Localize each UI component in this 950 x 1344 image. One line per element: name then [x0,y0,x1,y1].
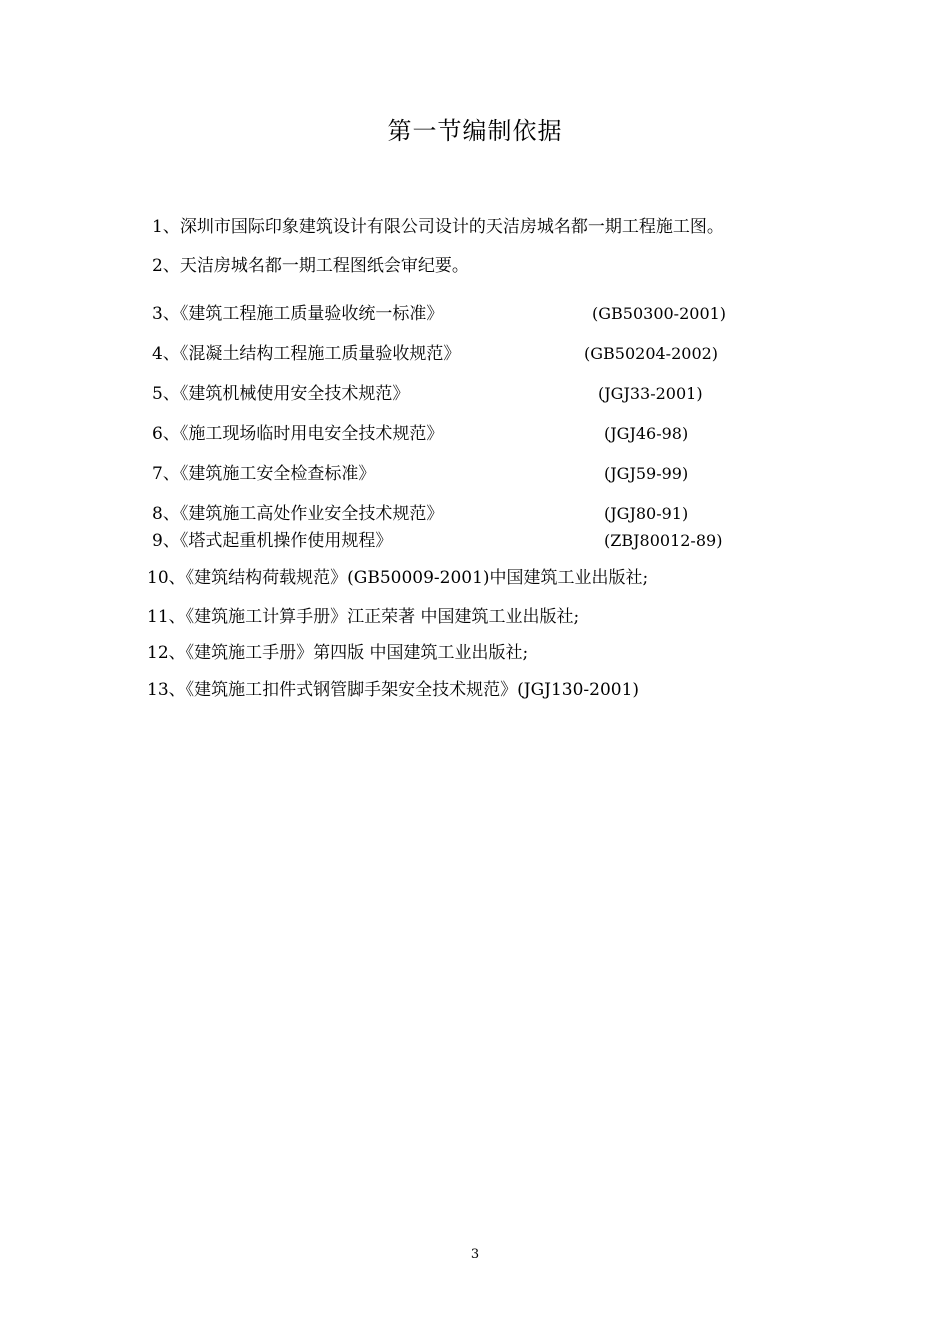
standard-code-9: (ZBJ80012-89) [604,531,723,550]
standard-code-4: (GB50204-2002) [584,344,719,363]
basis-item-7: 7、《建筑施工安全检查标准》 [152,464,376,484]
basis-item-11: 11、《建筑施工计算手册》江正荣著 中国建筑工业出版社; [147,607,580,627]
basis-item-4: 4、《混凝土结构工程施工质量验收规范》 [152,344,461,364]
standard-code-5: (JGJ33-2001) [598,384,703,403]
basis-item-9: 9、《塔式起重机操作使用规程》 [152,531,393,551]
standard-code-8: (JGJ80-91) [604,504,689,523]
basis-item-3: 3、《建筑工程施工质量验收统一标准》 [152,304,444,324]
basis-item-6: 6、《施工现场临时用电安全技术规范》 [152,424,444,444]
basis-item-10: 10、《建筑结构荷载规范》(GB50009-2001)中国建筑工业出版社; [147,568,649,588]
standard-code-6: (JGJ46-98) [604,424,689,443]
standard-code-3: (GB50300-2001) [592,304,727,323]
basis-item-5: 5、《建筑机械使用安全技术规范》 [152,384,410,404]
basis-item-13: 13、《建筑施工扣件式钢管脚手架安全技术规范》(JGJ130-2001) [147,680,640,700]
basis-item-8: 8、《建筑施工高处作业安全技术规范》 [152,504,444,524]
standard-code-7: (JGJ59-99) [604,464,689,483]
basis-item-1: 1、深圳市国际印象建筑设计有限公司设计的天洁房城名都一期工程施工图。 [152,217,724,237]
page-number: 3 [470,1247,480,1262]
section-title: 第一节编制依据 [387,117,563,145]
basis-item-2: 2、天洁房城名都一期工程图纸会审纪要。 [152,256,469,276]
basis-item-12: 12、《建筑施工手册》第四版 中国建筑工业出版社; [147,643,529,663]
